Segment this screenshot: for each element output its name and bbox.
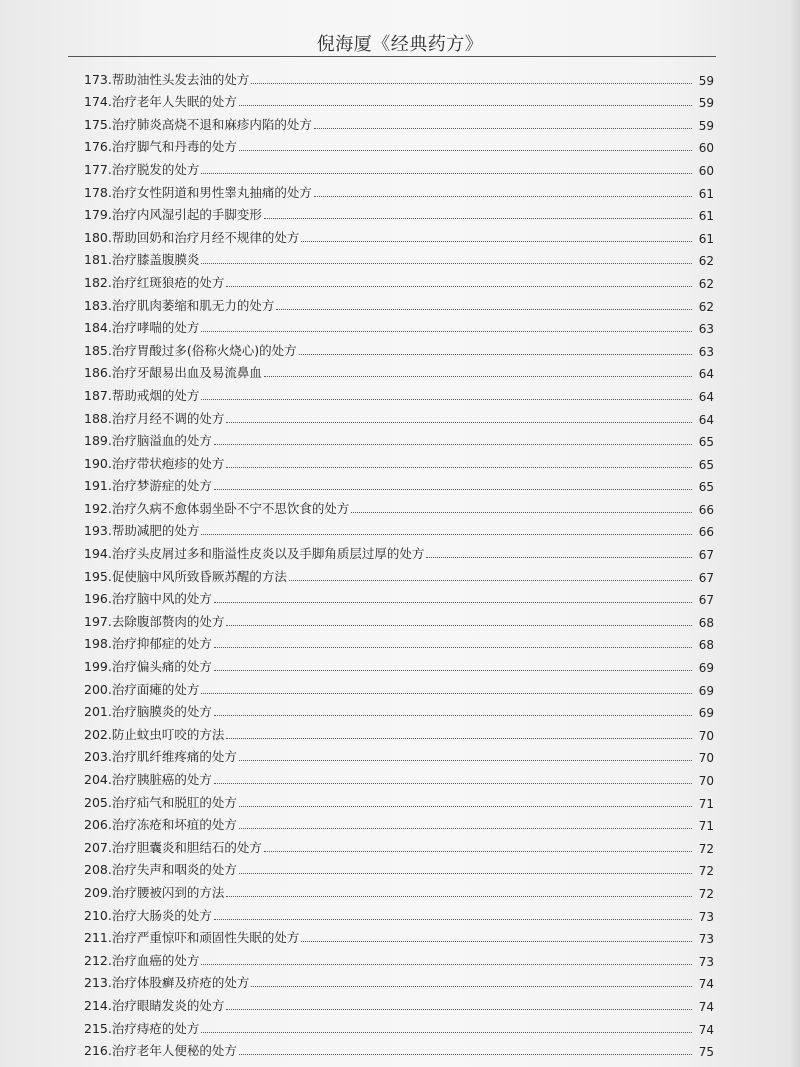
- toc-dot-leader: [201, 1032, 692, 1033]
- toc-entry-page-number: 60: [698, 141, 714, 156]
- toc-entry: [84, 472, 714, 495]
- toc-entry-title: 216.治疗老年人便秘的处方: [84, 1043, 237, 1059]
- toc-entry-title: 210.治疗大肠炎的处方: [84, 907, 212, 923]
- toc-dot-leader: [251, 986, 692, 987]
- toc-dot-leader: [214, 783, 692, 784]
- toc-entry-page-number: 72: [698, 841, 714, 856]
- toc-dot-leader: [214, 670, 692, 671]
- toc-entry-page-number: 69: [698, 706, 714, 721]
- toc-dot-leader: [299, 354, 692, 355]
- toc-entry-page-number: 71: [698, 819, 714, 834]
- toc-entry: [84, 1014, 714, 1037]
- toc-entry-title: 212.治疗血癌的处方: [84, 952, 200, 968]
- toc-dot-leader: [201, 964, 692, 965]
- toc-entry-page-number: 60: [698, 163, 714, 178]
- toc-entry-title: 176.治疗脚气和丹毒的处方: [84, 139, 237, 155]
- toc-dot-leader: [214, 602, 692, 603]
- toc-entry: [84, 720, 714, 743]
- toc-entry: [84, 381, 714, 404]
- toc-entry: [84, 223, 714, 246]
- toc-entry-page-number: 67: [698, 570, 714, 585]
- toc-dot-leader: [289, 580, 692, 581]
- toc-dot-leader: [314, 196, 692, 197]
- toc-entry-title: 205.治疗疝气和脱肛的处方: [84, 794, 237, 810]
- toc-entry-title: 206.治疗冻疮和坏疽的处方: [84, 817, 237, 833]
- toc-entry: [84, 336, 714, 359]
- toc-entry-page-number: 68: [698, 638, 714, 653]
- toc-dot-leader: [239, 828, 692, 829]
- toc-entry: [84, 788, 714, 811]
- toc-entry-page-number: 64: [698, 389, 714, 404]
- toc-entry-page-number: 64: [698, 367, 714, 382]
- toc-entry: [84, 494, 714, 517]
- toc-entry-title: 196.治疗脑中风的处方: [84, 591, 212, 607]
- toc-entry-page-number: 69: [698, 683, 714, 698]
- toc-entry-title: 185.治疗胃酸过多(俗称火烧心)的处方: [84, 342, 297, 358]
- toc-dot-leader: [426, 557, 692, 558]
- toc-entry-page-number: 73: [698, 932, 714, 947]
- toc-entry-title: 188.治疗月经不调的处方: [84, 410, 225, 426]
- toc-entry-page-number: 64: [698, 412, 714, 427]
- toc-entry-title: 192.治疗久病不愈体弱坐卧不宁不思饮食的处方: [84, 500, 350, 516]
- toc-entry-title: 194.治疗头皮屑过多和脂溢性皮炎以及手脚角质层过厚的处方: [84, 546, 425, 562]
- toc-entry-title: 173.帮助油性头发去油的处方: [84, 71, 250, 87]
- toc-entry-title: 187.帮助戒烟的处方: [84, 387, 200, 403]
- toc-dot-leader: [301, 941, 692, 942]
- toc-entry: [84, 991, 714, 1014]
- toc-entry-title: 195.促使脑中风所致昏厥苏醒的方法: [84, 568, 287, 584]
- toc-entry: [84, 88, 714, 111]
- toc-entry-title: 183.治疗肌肉萎缩和肌无力的处方: [84, 297, 275, 313]
- toc-dot-leader: [214, 919, 692, 920]
- toc-entry-page-number: 62: [698, 299, 714, 314]
- toc-dot-leader: [226, 467, 692, 468]
- toc-entry-title: 208.治疗失声和咽炎的处方: [84, 862, 237, 878]
- toc-entry: [84, 314, 714, 337]
- toc-entry-title: 200.治疗面瘫的处方: [84, 681, 200, 697]
- toc-dot-leader: [214, 489, 692, 490]
- toc-entry-title: 190.治疗带状疱疹的处方: [84, 455, 225, 471]
- toc-entry-title: 179.治疗内风湿引起的手脚变形: [84, 207, 262, 223]
- toc-dot-leader: [201, 399, 692, 400]
- toc-entry: [84, 969, 714, 992]
- toc-dot-leader: [239, 105, 692, 106]
- toc-entry: [84, 811, 714, 834]
- toc-entry: [84, 201, 714, 224]
- toc-entry-page-number: 59: [698, 73, 714, 88]
- toc-entry-page-number: 72: [698, 864, 714, 879]
- toc-entry-page-number: 65: [698, 457, 714, 472]
- toc-entry-page-number: 74: [698, 977, 714, 992]
- toc-entry: [84, 856, 714, 879]
- toc-entry-page-number: 74: [698, 1022, 714, 1037]
- toc-entry-title: 199.治疗偏头痛的处方: [84, 659, 212, 675]
- toc-dot-leader: [251, 83, 692, 84]
- toc-entry-title: 215.治疗痔疮的处方: [84, 1020, 200, 1036]
- toc-entry-title: 184.治疗哮喘的处方: [84, 320, 200, 336]
- toc-entry-page-number: 69: [698, 661, 714, 676]
- toc-entry: [84, 1037, 714, 1060]
- toc-dot-leader: [239, 760, 692, 761]
- toc-dot-leader: [226, 738, 692, 739]
- toc-entry: [84, 630, 714, 653]
- toc-entry: [84, 65, 714, 88]
- toc-entry-page-number: 70: [698, 728, 714, 743]
- toc-entry-title: 198.治疗抑郁症的处方: [84, 636, 212, 652]
- toc-entry: [84, 246, 714, 269]
- toc-entry-page-number: 70: [698, 774, 714, 788]
- toc-entry-page-number: 70: [698, 751, 714, 766]
- toc-entry-title: 178.治疗女性阴道和男性睾丸抽痛的处方: [84, 184, 312, 200]
- toc-entry-page-number: 61: [698, 209, 714, 224]
- toc-entry-title: 209.治疗腰被闪到的方法: [84, 884, 225, 900]
- toc-entry: [84, 178, 714, 201]
- toc-entry-title: 180.帮助回奶和治疗月经不规律的处方: [84, 229, 300, 245]
- toc-entry: [84, 946, 714, 969]
- toc-entry: [84, 675, 714, 698]
- toc-dot-leader: [226, 422, 692, 423]
- toc-entry-page-number: 71: [698, 796, 714, 811]
- toc-entry: [84, 698, 714, 721]
- toc-dot-leader: [264, 376, 692, 377]
- toc-entry-title: 193.帮助减肥的处方: [84, 523, 200, 539]
- toc-entry: [84, 539, 714, 562]
- toc-entry-title: 175.治疗肺炎高烧不退和麻疹内陷的处方: [84, 116, 312, 132]
- toc-entry-page-number: 75: [698, 1045, 714, 1060]
- toc-dot-leader: [226, 1009, 692, 1010]
- toc-entry: [84, 517, 714, 540]
- toc-entry-page-number: 59: [698, 118, 714, 133]
- toc-dot-leader: [264, 851, 692, 852]
- toc-entry-title: 186.治疗牙龈易出血及易流鼻血: [84, 365, 262, 381]
- toc-entry-page-number: 68: [698, 615, 714, 630]
- toc-entry: [84, 404, 714, 427]
- toc-entry-title: 177.治疗脱发的处方: [84, 161, 200, 177]
- toc-entry-title: 191.治疗梦游症的处方: [84, 478, 212, 494]
- toc-entry-page-number: 63: [698, 344, 714, 359]
- toc-entry-page-number: 62: [698, 276, 714, 291]
- running-header-title: 倪海厦《经典药方》: [316, 34, 484, 55]
- toc-dot-leader: [239, 1054, 692, 1055]
- toc-entry-title: 213.治疗体股癣及疥疮的处方: [84, 975, 250, 991]
- toc-dot-leader: [201, 331, 692, 332]
- toc-entry-title: 202.防止蚊虫叮咬的方法: [84, 726, 225, 742]
- toc-dot-leader: [264, 218, 692, 219]
- toc-dot-leader: [276, 309, 692, 310]
- toc-entry-page-number: 61: [698, 186, 714, 201]
- toc-entry-title: 197.去除腹部赘肉的处方: [84, 613, 225, 629]
- toc-dot-leader: [239, 806, 692, 807]
- toc-entry-page-number: 65: [698, 480, 714, 495]
- toc-entry-page-number: 62: [698, 254, 714, 269]
- header-divider: [68, 56, 716, 57]
- toc-entry: [84, 359, 714, 382]
- toc-entry-page-number: 66: [698, 502, 714, 517]
- toc-entry-page-number: 73: [698, 954, 714, 969]
- toc-entry-title: 211.治疗严重惊吓和顽固性失眠的处方: [84, 930, 300, 946]
- toc-dot-leader: [201, 534, 692, 535]
- toc-entry-page-number: 65: [698, 435, 714, 450]
- toc-entry: [84, 585, 714, 608]
- toc-entry-page-number: 61: [698, 231, 714, 246]
- toc-entry-page-number: 72: [698, 886, 714, 901]
- toc-dot-leader: [201, 173, 692, 174]
- toc-entry-title: 204.治疗胰脏癌的处方: [84, 772, 212, 787]
- toc-entry: [84, 449, 714, 472]
- toc-entry-page-number: 59: [698, 96, 714, 111]
- toc-dot-leader: [201, 263, 692, 264]
- toc-dot-leader: [201, 693, 692, 694]
- toc-entry-page-number: 67: [698, 548, 714, 563]
- toc-dot-leader: [226, 625, 692, 626]
- toc-dot-leader: [301, 241, 692, 242]
- toc-dot-leader: [214, 647, 692, 648]
- toc-dot-leader: [351, 512, 692, 513]
- toc-dot-leader: [214, 715, 692, 716]
- toc-entry-title: 214.治疗眼睛发炎的处方: [84, 997, 225, 1013]
- toc-dot-leader: [226, 896, 692, 897]
- toc-entry-title: 182.治疗红斑狼疮的处方: [84, 274, 225, 290]
- toc-entry: [84, 155, 714, 178]
- toc-entry-title: 174.治疗老年人失眠的处方: [84, 94, 237, 110]
- toc-entry-title: 201.治疗脑膜炎的处方: [84, 704, 212, 720]
- table-of-contents: [84, 65, 714, 1059]
- toc-entry-title: 207.治疗胆囊炎和胆结石的处方: [84, 839, 262, 855]
- toc-entry-title: 203.治疗肌纤维疼痛的处方: [84, 749, 237, 765]
- toc-entry-title: 189.治疗脑溢血的处方: [84, 433, 212, 449]
- toc-entry: [84, 291, 714, 314]
- toc-entry: [84, 110, 714, 133]
- toc-entry: [84, 833, 714, 856]
- toc-entry: [84, 607, 714, 630]
- toc-dot-leader: [214, 444, 692, 445]
- toc-entry: [84, 652, 714, 675]
- toc-entry-page-number: 66: [698, 525, 714, 540]
- toc-entry: [84, 427, 714, 450]
- toc-entry: [84, 924, 714, 947]
- toc-entry: [84, 743, 714, 766]
- toc-entry-page-number: 67: [698, 593, 714, 608]
- toc-entry-page-number: 73: [698, 909, 714, 924]
- toc-entry-title: 181.治疗膝盖腹膜炎: [84, 252, 200, 268]
- toc-entry: [84, 878, 714, 901]
- toc-entry: [84, 268, 714, 291]
- toc-dot-leader: [226, 286, 692, 287]
- toc-entry: [84, 765, 714, 788]
- toc-entry-page-number: 74: [698, 999, 714, 1014]
- toc-dot-leader: [314, 128, 692, 129]
- toc-entry-page-number: 63: [698, 322, 714, 337]
- toc-entry: [84, 133, 714, 156]
- toc-entry: [84, 562, 714, 585]
- toc-dot-leader: [239, 150, 692, 151]
- toc-entry: [84, 901, 714, 924]
- toc-dot-leader: [239, 873, 692, 874]
